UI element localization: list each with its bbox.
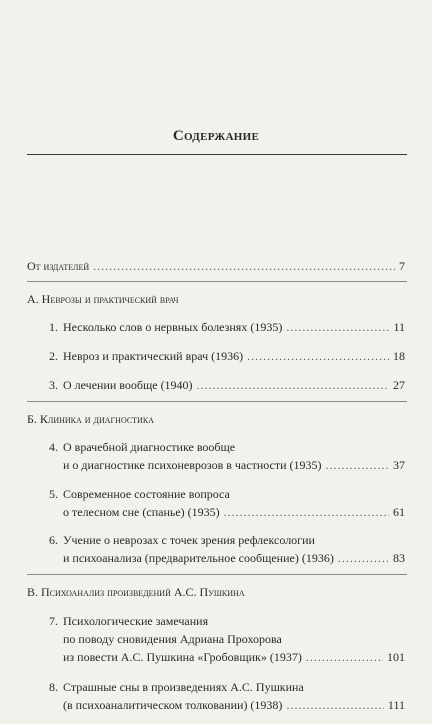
toc-entry: [63, 458, 405, 472]
toc-entry-title: Учение о неврозах с точек зрения рефлексологии: [63, 533, 315, 547]
section-heading: В. Психоанализ произведений А.С. Пушкина: [27, 585, 245, 599]
item-number: 2.: [49, 349, 58, 363]
section-heading: Б. Клиника и диагностика: [27, 412, 154, 426]
toc-entry-page: 11: [393, 320, 405, 334]
toc-entry: [63, 378, 405, 392]
toc-entry: [63, 650, 405, 664]
toc-entry-title-cont: и психоанализа (предварительное сообщение) (1936): [63, 551, 334, 565]
toc-entry-title: Психологические замечания: [63, 614, 209, 628]
toc-entry-publisher: [27, 259, 405, 273]
item-number: 4.: [49, 440, 58, 454]
toc-entry-title: Невроз и практический врач (1936): [63, 349, 244, 363]
toc-entry-title-cont: о телесном сне (спанье) (1935): [63, 505, 220, 519]
item-number: 5.: [49, 487, 58, 501]
toc-entry: [63, 320, 405, 334]
toc-entry-label: От издателей: [27, 259, 90, 273]
item-number: 7.: [49, 614, 58, 628]
toc-entry: [63, 349, 405, 363]
toc-entry: [63, 505, 405, 519]
toc-entry-title: Страшные сны в произведениях А.С. Пушкина: [63, 680, 304, 694]
leader-dots: [306, 650, 383, 664]
leader-dots: [338, 551, 389, 565]
leader-dots: [93, 259, 395, 273]
section-divider: [27, 281, 407, 282]
page-title: Содержание: [172, 128, 260, 144]
toc-entry-title-cont: и о диагностике психоневрозов в частности (1935): [63, 458, 322, 472]
leader-dots: [286, 320, 389, 334]
leader-dots: [286, 698, 383, 712]
toc-entry: [63, 698, 405, 712]
toc-entry-title: О лечении вообще (1940): [63, 378, 193, 392]
toc-entry-page: 83: [393, 551, 405, 565]
toc-entry-title-cont: (в психоаналитическом толковании) (1938): [63, 698, 283, 712]
toc-entry-title-cont: из повести А.С. Пушкина «Гробовщик» (1937): [63, 650, 302, 664]
toc-entry-title: О врачебной диагностике вообще: [63, 440, 236, 454]
item-number: 3.: [49, 378, 58, 392]
section-divider: [27, 574, 407, 575]
toc-entry-page: 18: [393, 349, 405, 363]
toc-entry-page: 27: [393, 378, 405, 392]
item-number: 6.: [49, 533, 58, 547]
section-heading: А. Неврозы и практический врач: [27, 292, 179, 306]
title-rule: [27, 154, 407, 155]
toc-entry-page: 61: [393, 505, 405, 519]
toc-entry-title-cont: по поводу сновидения Адриана Прохорова: [63, 632, 282, 646]
section-divider: [27, 401, 407, 402]
leader-dots: [247, 349, 389, 363]
leader-dots: [224, 505, 389, 519]
toc-entry-page: 101: [387, 650, 405, 664]
toc-entry-page: 37: [393, 458, 405, 472]
item-number: 8.: [49, 680, 58, 694]
toc-entry-page: 7: [399, 259, 405, 273]
toc-entry-page: 111: [387, 698, 405, 712]
item-number: 1.: [49, 320, 58, 334]
leader-dots: [326, 458, 389, 472]
toc-entry-title: Несколько слов о нервных болезнях (1935): [63, 320, 283, 334]
toc-entry-title: Современное состояние вопроса: [63, 487, 230, 501]
leader-dots: [197, 378, 389, 392]
toc-entry: [63, 551, 405, 565]
